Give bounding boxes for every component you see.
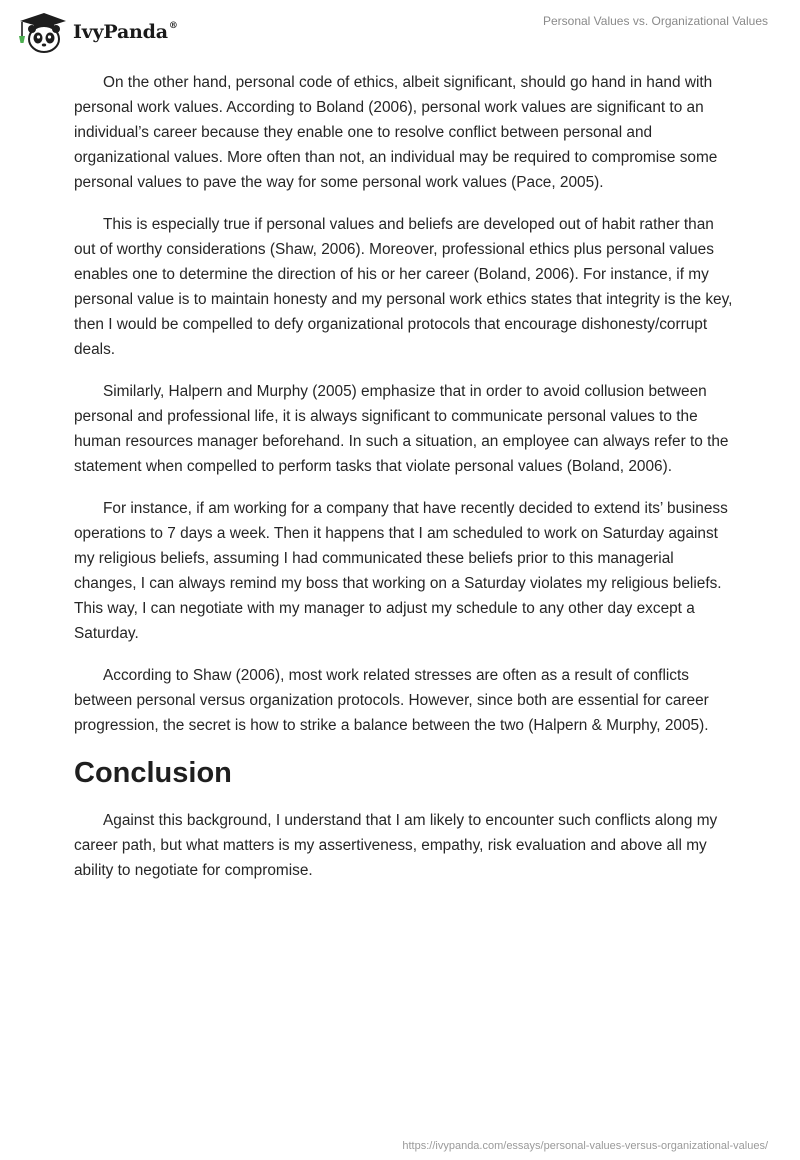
body-paragraph: For instance, if am working for a company that have recently decided to extend its’ business operations to 7 days a week. Then it happens that I am scheduled to work on Saturday against my religious beliefs, assuming I had communicated these beliefs prior to this managerial changes, I can always remind my boss that working on a Saturday violates my religious beliefs. This way, I can negotiate with my manager to adjust my schedule to any other day except a Saturday. <box>74 500 728 642</box>
conclusion-heading: Conclusion <box>74 757 232 789</box>
source-url[interactable]: https://ivypanda.com/essays/personal-values-versus-organizational-values/ <box>402 1140 768 1152</box>
document-title: Personal Values vs. Organizational Values <box>542 14 768 28</box>
body-paragraph: On the other hand, personal code of ethics, albeit significant, should go hand in hand with personal work values. According to Boland (2006), personal work values are significant to an individual’s career because they enable one to resolve conflict between personal and organizational values. More often than not, an individual may be required to compromise some personal values to pave the way for some personal work values (Pace, 2005). <box>74 74 718 191</box>
logo-text: IvyPanda <box>73 21 168 43</box>
page-header <box>0 0 800 64</box>
body-paragraph: According to Shaw (2006), most work related stresses are often as a result of conflicts between personal versus organization protocols. However, since both are essential for career progression, the secret is how to strike a balance between the two (Halpern & Murphy, 2005). <box>74 667 709 734</box>
essay-content <box>74 70 734 900</box>
logo-wordmark <box>73 21 178 43</box>
conclusion-paragraph: Against this background, I understand that I am likely to encounter such conflicts along my career path, but what matters is my assertiveness, empathy, risk evaluation and above all my ability to negotiate for compromise. <box>74 812 718 879</box>
ivypanda-logo[interactable] <box>14 8 178 56</box>
body-paragraph: Similarly, Halpern and Murphy (2005) emphasize that in order to avoid collusion between personal and professional life, it is always significant to communicate personal values to the human resources manager beforehand. In such a situation, an employee can always refer to the statement when compelled to perform tasks that violate personal values (Boland, 2006). <box>74 383 729 475</box>
panda-graduation-cap-icon <box>14 11 66 53</box>
body-paragraph: This is especially true if personal values and beliefs are developed out of habit rather than out of worthy considerations (Shaw, 2006). Moreover, professional ethics plus personal values enables one to determine the direction of his or her career (Boland, 2006). For instance, if my personal value is to maintain honesty and my personal work ethics states that integrity is the key, then I would be compelled to defy organizational protocols that encourage dishonesty/corrupt deals. <box>74 216 733 358</box>
registered-mark: ® <box>168 20 178 31</box>
